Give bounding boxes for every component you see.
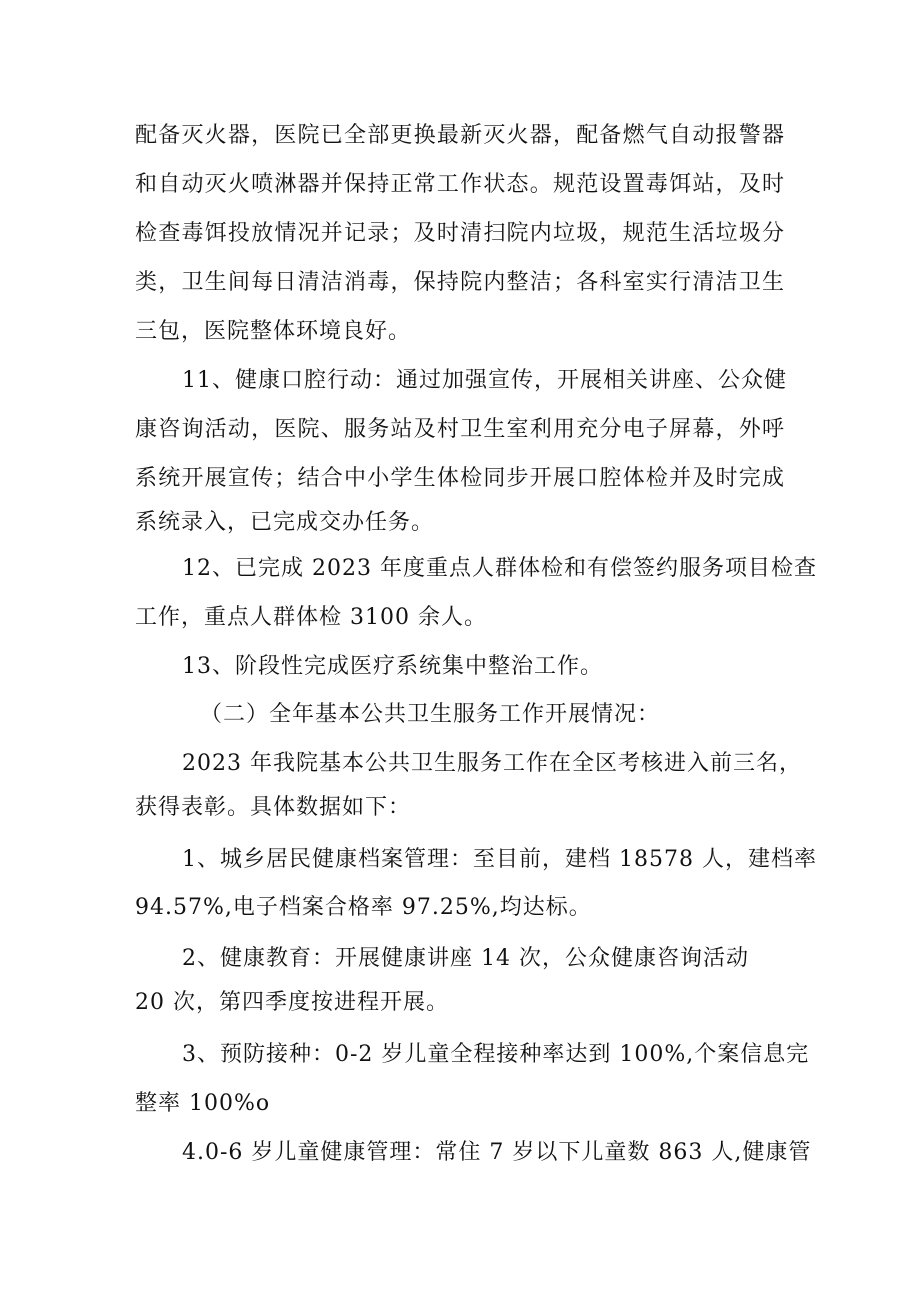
text-line: 12、已完成 2023 年度重点人群体检和有偿签约服务项目检查 (182, 556, 817, 581)
text-line: 康咨询活动，医院、服务站及村卫生室利用充分电子屏幕，外呼 (135, 417, 785, 442)
text-line: 4.0-6 岁儿童健康管理：常住 7 岁以下儿童数 863 人,健康管 (182, 1140, 812, 1165)
text-line: 3、预防接种：0-2 岁儿童全程接种率达到 100%,个案信息完 (182, 1042, 810, 1067)
text-line: 2023 年我院基本公共卫生服务工作在全区考核进入前三名， (182, 751, 802, 776)
text-line: 系统开展宣传；结合中小学生体检同步开展口腔体检并及时完成 (135, 466, 785, 491)
text-line: 1、城乡居民健康档案管理：至目前，建档 18578 人，建档率 (182, 847, 817, 872)
text-line: 三包，医院整体环境良好。 (135, 319, 412, 344)
text-line: 类，卫生间每日清洁消毒，保持院内整洁；各科室实行清洁卫生 (135, 270, 785, 295)
text-line: 获得表彰。具体数据如下： (135, 795, 412, 820)
text-line: 13、阶段性完成医疗系统集中整治工作。 (182, 654, 603, 679)
text-line: 整率 100%o (135, 1091, 271, 1116)
text-line: 11、健康口腔行动：通过加强宣传，开展相关讲座、公众健 (182, 368, 787, 393)
section-heading: （二）全年基本公共卫生服务工作开展情况： (200, 702, 661, 727)
text-line: 20 次，第四季度按进程开展。 (135, 990, 449, 1015)
text-line: 检查毒饵投放情况并记录；及时清扫院内垃圾，规范生活垃圾分 (135, 221, 785, 246)
text-line: 配备灭火器，医院已全部更换最新灭火器，配备燃气自动报警器 (135, 123, 785, 148)
text-line: 2、健康教育：开展健康讲座 14 次，公众健康咨询活动 (182, 946, 749, 971)
text-line: 94.57%,电子档案合格率 97.25%,均达标。 (135, 895, 592, 920)
text-line: 工作，重点人群体检 3100 余人。 (135, 605, 487, 630)
text-line: 和自动灭火喷淋器并保持正常工作状态。规范设置毒饵站，及时 (135, 172, 785, 197)
text-line: 系统录入，已完成交办任务。 (135, 510, 435, 535)
